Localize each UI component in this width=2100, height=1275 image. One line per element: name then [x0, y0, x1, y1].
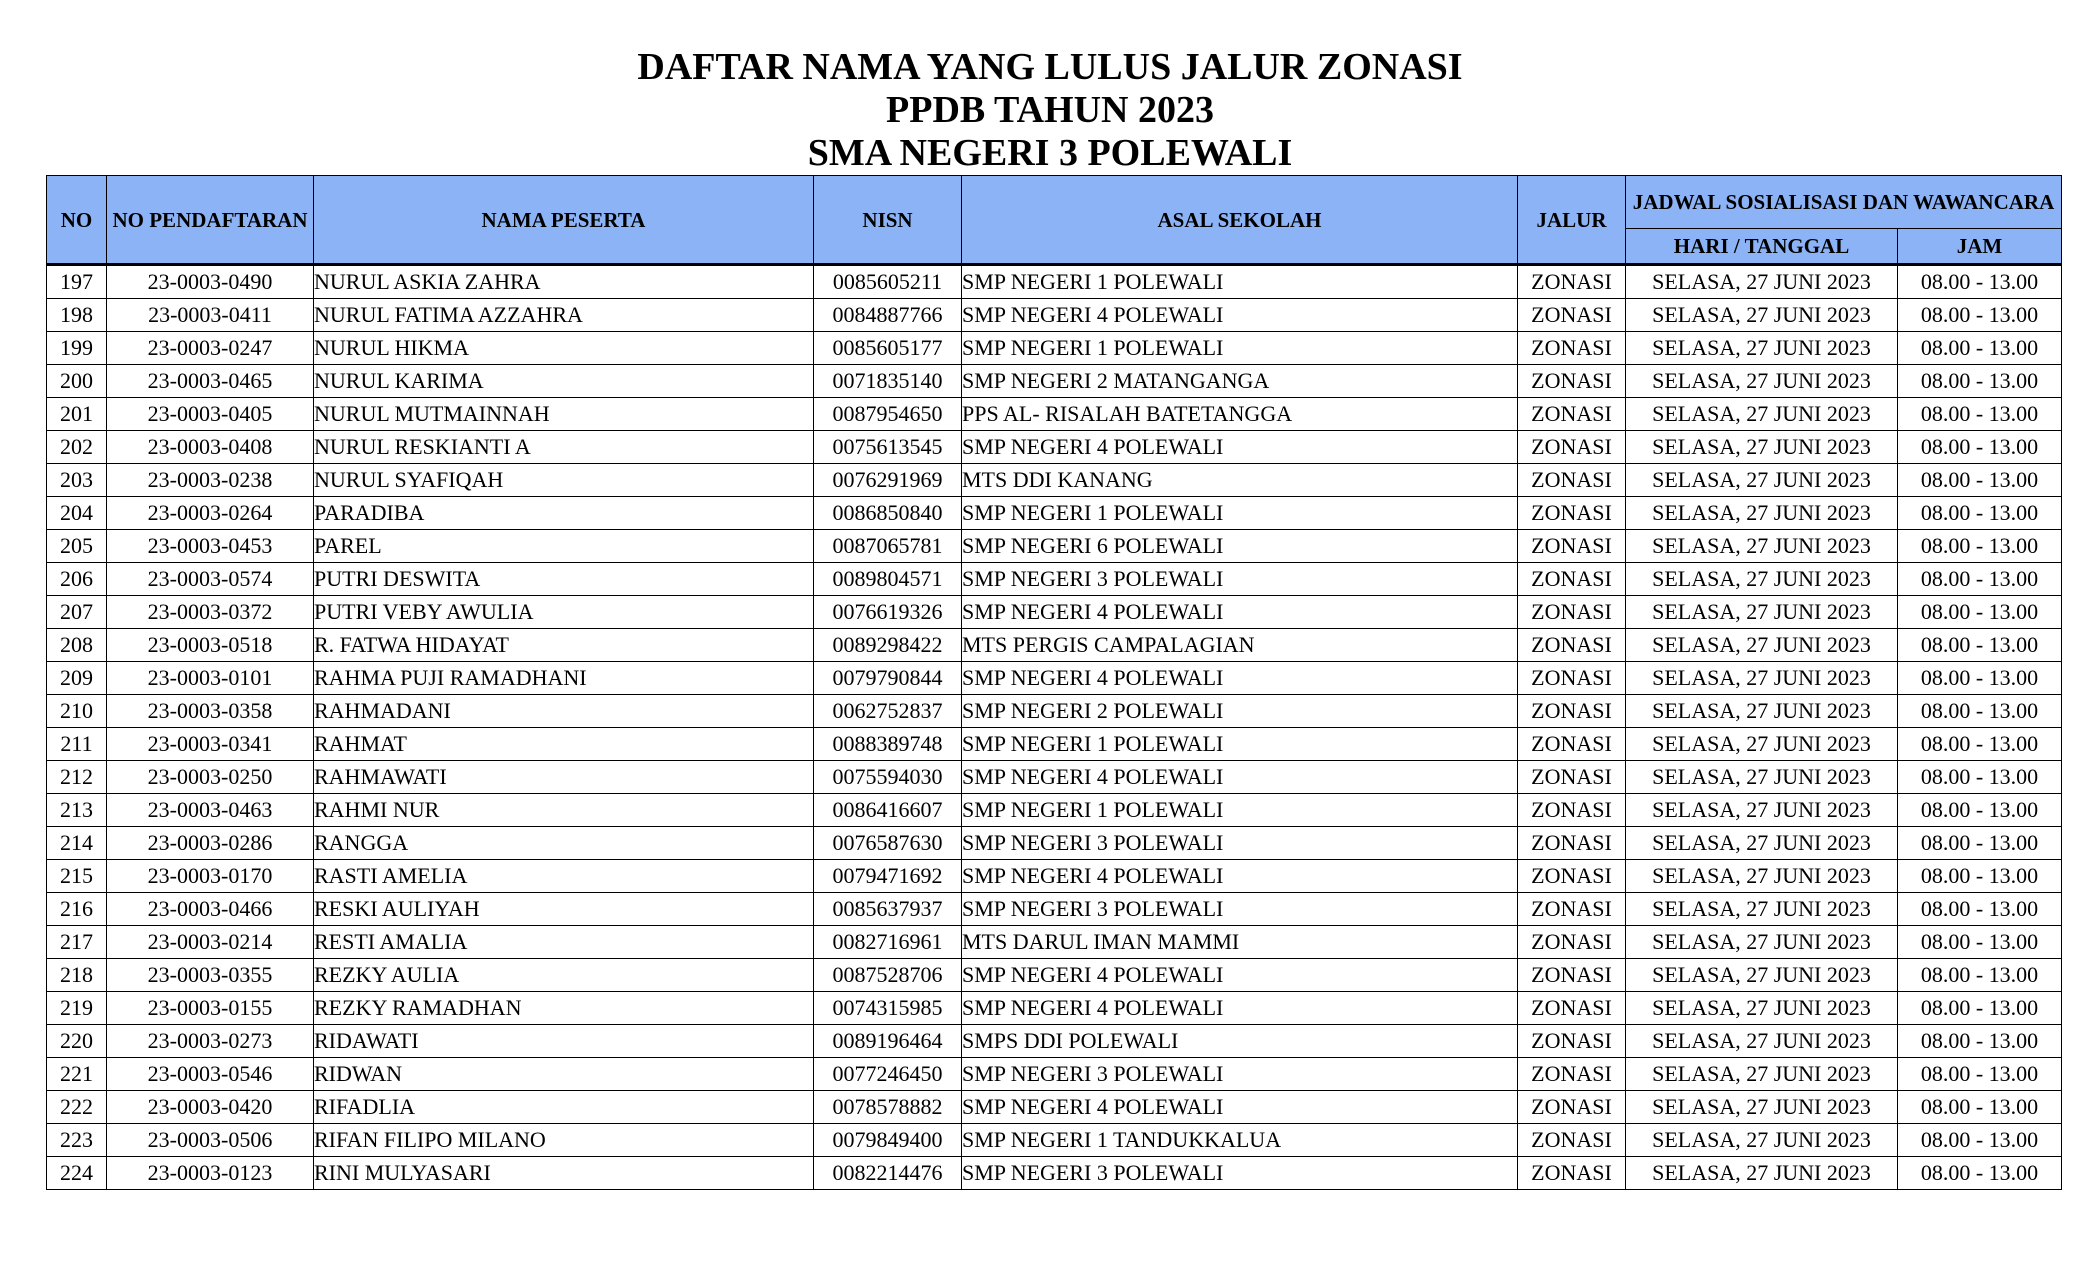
cell-nama-peserta: RAHMADANI [314, 695, 814, 728]
cell-hari-tanggal: SELASA, 27 JUNI 2023 [1626, 1058, 1898, 1091]
document-title [0, 46, 2100, 175]
cell-jam: 08.00 - 13.00 [1898, 563, 2062, 596]
title-line-3: SMA NEGERI 3 POLEWALI [807, 132, 1293, 174]
table-row [47, 662, 2062, 695]
cell-no-pendaftaran: 23-0003-0518 [107, 629, 314, 662]
cell-nisn: 0079790844 [814, 662, 962, 695]
cell-jam: 08.00 - 13.00 [1898, 893, 2062, 926]
cell-no-pendaftaran: 23-0003-0358 [107, 695, 314, 728]
cell-jam: 08.00 - 13.00 [1898, 794, 2062, 827]
cell-hari-tanggal: SELASA, 27 JUNI 2023 [1626, 959, 1898, 992]
cell-no: 199 [47, 332, 107, 365]
cell-no: 213 [47, 794, 107, 827]
cell-nama-peserta: RASTI AMELIA [314, 860, 814, 893]
header-no-pendaftaran: NO PENDAFTARAN [107, 176, 314, 265]
table-row [47, 728, 2062, 761]
cell-jalur: ZONASI [1518, 332, 1626, 365]
cell-no-pendaftaran: 23-0003-0372 [107, 596, 314, 629]
cell-asal-sekolah: SMP NEGERI 4 POLEWALI [962, 959, 1518, 992]
cell-nisn: 0062752837 [814, 695, 962, 728]
cell-asal-sekolah: SMP NEGERI 4 POLEWALI [962, 431, 1518, 464]
cell-no: 222 [47, 1091, 107, 1124]
cell-asal-sekolah: SMP NEGERI 1 POLEWALI [962, 332, 1518, 365]
cell-no-pendaftaran: 23-0003-0411 [107, 299, 314, 332]
cell-no: 205 [47, 530, 107, 563]
cell-jam: 08.00 - 13.00 [1898, 662, 2062, 695]
cell-hari-tanggal: SELASA, 27 JUNI 2023 [1626, 827, 1898, 860]
cell-jalur: ZONASI [1518, 695, 1626, 728]
cell-nisn: 0076587630 [814, 827, 962, 860]
cell-no-pendaftaran: 23-0003-0408 [107, 431, 314, 464]
cell-nisn: 0075594030 [814, 761, 962, 794]
cell-hari-tanggal: SELASA, 27 JUNI 2023 [1626, 926, 1898, 959]
cell-jalur: ZONASI [1518, 761, 1626, 794]
table-row [47, 959, 2062, 992]
cell-nisn: 0074315985 [814, 992, 962, 1025]
cell-jam: 08.00 - 13.00 [1898, 959, 2062, 992]
title-line-1: DAFTAR NAMA YANG LULUS JALUR ZONASI [637, 46, 1463, 88]
cell-jalur: ZONASI [1518, 365, 1626, 398]
cell-nama-peserta: RIFAN FILIPO MILANO [314, 1124, 814, 1157]
cell-jalur: ZONASI [1518, 1157, 1626, 1190]
cell-jam: 08.00 - 13.00 [1898, 497, 2062, 530]
table-row [47, 695, 2062, 728]
cell-asal-sekolah: SMP NEGERI 4 POLEWALI [962, 860, 1518, 893]
cell-hari-tanggal: SELASA, 27 JUNI 2023 [1626, 860, 1898, 893]
cell-no-pendaftaran: 23-0003-0123 [107, 1157, 314, 1190]
table-row [47, 1058, 2062, 1091]
cell-asal-sekolah: PPS AL- RISALAH BATETANGGA [962, 398, 1518, 431]
cell-no: 209 [47, 662, 107, 695]
cell-nama-peserta: RIDWAN [314, 1058, 814, 1091]
cell-hari-tanggal: SELASA, 27 JUNI 2023 [1626, 431, 1898, 464]
cell-jam: 08.00 - 13.00 [1898, 365, 2062, 398]
cell-no-pendaftaran: 23-0003-0286 [107, 827, 314, 860]
cell-no: 215 [47, 860, 107, 893]
cell-no-pendaftaran: 23-0003-0155 [107, 992, 314, 1025]
cell-jalur: ZONASI [1518, 431, 1626, 464]
table-body [47, 265, 2062, 1190]
cell-nama-peserta: NURUL FATIMA AZZAHRA [314, 299, 814, 332]
cell-asal-sekolah: SMP NEGERI 2 POLEWALI [962, 695, 1518, 728]
cell-nisn: 0087954650 [814, 398, 962, 431]
cell-hari-tanggal: SELASA, 27 JUNI 2023 [1626, 365, 1898, 398]
cell-jalur: ZONASI [1518, 1091, 1626, 1124]
table-row [47, 1091, 2062, 1124]
cell-nama-peserta: NURUL HIKMA [314, 332, 814, 365]
cell-jalur: ZONASI [1518, 530, 1626, 563]
table-row [47, 860, 2062, 893]
cell-jam: 08.00 - 13.00 [1898, 1157, 2062, 1190]
cell-jalur: ZONASI [1518, 299, 1626, 332]
cell-jam: 08.00 - 13.00 [1898, 398, 2062, 431]
cell-no: 204 [47, 497, 107, 530]
cell-nisn: 0089298422 [814, 629, 962, 662]
cell-nisn: 0085605211 [814, 265, 962, 299]
cell-jam: 08.00 - 13.00 [1898, 332, 2062, 365]
cell-asal-sekolah: SMP NEGERI 6 POLEWALI [962, 530, 1518, 563]
cell-no-pendaftaran: 23-0003-0264 [107, 497, 314, 530]
header-nisn: NISN [814, 176, 962, 265]
cell-asal-sekolah: SMP NEGERI 3 POLEWALI [962, 827, 1518, 860]
cell-no-pendaftaran: 23-0003-0238 [107, 464, 314, 497]
cell-hari-tanggal: SELASA, 27 JUNI 2023 [1626, 1124, 1898, 1157]
cell-hari-tanggal: SELASA, 27 JUNI 2023 [1626, 695, 1898, 728]
cell-hari-tanggal: SELASA, 27 JUNI 2023 [1626, 1091, 1898, 1124]
cell-no-pendaftaran: 23-0003-0490 [107, 265, 314, 299]
cell-no: 223 [47, 1124, 107, 1157]
cell-jalur: ZONASI [1518, 464, 1626, 497]
cell-jalur: ZONASI [1518, 629, 1626, 662]
cell-nama-peserta: PUTRI DESWITA [314, 563, 814, 596]
cell-asal-sekolah: SMP NEGERI 2 MATANGANGA [962, 365, 1518, 398]
cell-hari-tanggal: SELASA, 27 JUNI 2023 [1626, 728, 1898, 761]
cell-asal-sekolah: SMPS DDI POLEWALI [962, 1025, 1518, 1058]
table-row [47, 992, 2062, 1025]
cell-nama-peserta: RAHMAT [314, 728, 814, 761]
cell-nisn: 0084887766 [814, 299, 962, 332]
cell-asal-sekolah: MTS PERGIS CAMPALAGIAN [962, 629, 1518, 662]
cell-nama-peserta: RAHMAWATI [314, 761, 814, 794]
cell-no: 217 [47, 926, 107, 959]
cell-nisn: 0075613545 [814, 431, 962, 464]
table-row [47, 563, 2062, 596]
cell-nisn: 0079849400 [814, 1124, 962, 1157]
cell-jam: 08.00 - 13.00 [1898, 728, 2062, 761]
cell-hari-tanggal: SELASA, 27 JUNI 2023 [1626, 761, 1898, 794]
cell-hari-tanggal: SELASA, 27 JUNI 2023 [1626, 332, 1898, 365]
cell-no: 206 [47, 563, 107, 596]
header-hari-tanggal: HARI / TANGGAL [1626, 229, 1898, 265]
cell-hari-tanggal: SELASA, 27 JUNI 2023 [1626, 464, 1898, 497]
cell-no: 219 [47, 992, 107, 1025]
cell-jalur: ZONASI [1518, 794, 1626, 827]
header-jadwal: JADWAL SOSIALISASI DAN WAWANCARA [1626, 176, 2062, 229]
cell-nisn: 0085637937 [814, 893, 962, 926]
cell-jam: 08.00 - 13.00 [1898, 464, 2062, 497]
cell-no: 198 [47, 299, 107, 332]
table-row [47, 464, 2062, 497]
cell-nama-peserta: R. FATWA HIDAYAT [314, 629, 814, 662]
cell-nama-peserta: RANGGA [314, 827, 814, 860]
table-row [47, 299, 2062, 332]
header-asal-sekolah: ASAL SEKOLAH [962, 176, 1518, 265]
cell-no: 202 [47, 431, 107, 464]
cell-no: 197 [47, 265, 107, 299]
cell-jam: 08.00 - 13.00 [1898, 629, 2062, 662]
cell-asal-sekolah: SMP NEGERI 1 POLEWALI [962, 728, 1518, 761]
cell-jam: 08.00 - 13.00 [1898, 431, 2062, 464]
cell-jalur: ZONASI [1518, 563, 1626, 596]
table-header [47, 176, 2062, 265]
cell-nama-peserta: NURUL SYAFIQAH [314, 464, 814, 497]
cell-jalur: ZONASI [1518, 827, 1626, 860]
cell-asal-sekolah: SMP NEGERI 3 POLEWALI [962, 1157, 1518, 1190]
cell-nama-peserta: PUTRI VEBY AWULIA [314, 596, 814, 629]
cell-jam: 08.00 - 13.00 [1898, 827, 2062, 860]
cell-nama-peserta: NURUL KARIMA [314, 365, 814, 398]
cell-nama-peserta: RIDAWATI [314, 1025, 814, 1058]
cell-no-pendaftaran: 23-0003-0466 [107, 893, 314, 926]
cell-hari-tanggal: SELASA, 27 JUNI 2023 [1626, 398, 1898, 431]
cell-jam: 08.00 - 13.00 [1898, 1025, 2062, 1058]
cell-no-pendaftaran: 23-0003-0465 [107, 365, 314, 398]
cell-no-pendaftaran: 23-0003-0273 [107, 1025, 314, 1058]
table-row [47, 497, 2062, 530]
cell-asal-sekolah: MTS DARUL IMAN MAMMI [962, 926, 1518, 959]
table-row [47, 365, 2062, 398]
cell-jalur: ZONASI [1518, 926, 1626, 959]
cell-no-pendaftaran: 23-0003-0101 [107, 662, 314, 695]
cell-asal-sekolah: SMP NEGERI 1 POLEWALI [962, 794, 1518, 827]
cell-asal-sekolah: SMP NEGERI 3 POLEWALI [962, 1058, 1518, 1091]
cell-no-pendaftaran: 23-0003-0463 [107, 794, 314, 827]
cell-jam: 08.00 - 13.00 [1898, 761, 2062, 794]
table-row [47, 629, 2062, 662]
cell-no-pendaftaran: 23-0003-0170 [107, 860, 314, 893]
cell-hari-tanggal: SELASA, 27 JUNI 2023 [1626, 992, 1898, 1025]
cell-no: 210 [47, 695, 107, 728]
cell-nisn: 0089196464 [814, 1025, 962, 1058]
cell-jam: 08.00 - 13.00 [1898, 992, 2062, 1025]
cell-hari-tanggal: SELASA, 27 JUNI 2023 [1626, 596, 1898, 629]
cell-no: 216 [47, 893, 107, 926]
cell-jalur: ZONASI [1518, 596, 1626, 629]
table-row [47, 827, 2062, 860]
table-row [47, 431, 2062, 464]
cell-jam: 08.00 - 13.00 [1898, 299, 2062, 332]
cell-asal-sekolah: SMP NEGERI 4 POLEWALI [962, 1091, 1518, 1124]
table-row [47, 265, 2062, 299]
cell-no: 203 [47, 464, 107, 497]
cell-nisn: 0079471692 [814, 860, 962, 893]
cell-no: 200 [47, 365, 107, 398]
cell-hari-tanggal: SELASA, 27 JUNI 2023 [1626, 1157, 1898, 1190]
cell-no: 212 [47, 761, 107, 794]
cell-hari-tanggal: SELASA, 27 JUNI 2023 [1626, 265, 1898, 299]
cell-no: 201 [47, 398, 107, 431]
cell-asal-sekolah: SMP NEGERI 4 POLEWALI [962, 761, 1518, 794]
table-row [47, 398, 2062, 431]
cell-no-pendaftaran: 23-0003-0453 [107, 530, 314, 563]
cell-nama-peserta: REZKY RAMADHAN [314, 992, 814, 1025]
cell-no-pendaftaran: 23-0003-0420 [107, 1091, 314, 1124]
cell-no-pendaftaran: 23-0003-0214 [107, 926, 314, 959]
cell-no-pendaftaran: 23-0003-0355 [107, 959, 314, 992]
cell-nisn: 0088389748 [814, 728, 962, 761]
cell-hari-tanggal: SELASA, 27 JUNI 2023 [1626, 497, 1898, 530]
cell-jalur: ZONASI [1518, 893, 1626, 926]
cell-nama-peserta: RIFADLIA [314, 1091, 814, 1124]
cell-jalur: ZONASI [1518, 860, 1626, 893]
cell-nama-peserta: NURUL RESKIANTI A [314, 431, 814, 464]
table-row [47, 1124, 2062, 1157]
cell-hari-tanggal: SELASA, 27 JUNI 2023 [1626, 299, 1898, 332]
cell-asal-sekolah: SMP NEGERI 3 POLEWALI [962, 893, 1518, 926]
cell-nama-peserta: RAHMA PUJI RAMADHANI [314, 662, 814, 695]
cell-jam: 08.00 - 13.00 [1898, 596, 2062, 629]
cell-nama-peserta: PAREL [314, 530, 814, 563]
cell-asal-sekolah: SMP NEGERI 4 POLEWALI [962, 596, 1518, 629]
cell-jalur: ZONASI [1518, 992, 1626, 1025]
header-jalur: JALUR [1518, 176, 1626, 265]
cell-no: 218 [47, 959, 107, 992]
cell-hari-tanggal: SELASA, 27 JUNI 2023 [1626, 629, 1898, 662]
table-row [47, 761, 2062, 794]
table-row [47, 893, 2062, 926]
cell-no: 224 [47, 1157, 107, 1190]
cell-nama-peserta: NURUL ASKIA ZAHRA [314, 265, 814, 299]
cell-nama-peserta: RESKI AULIYAH [314, 893, 814, 926]
table-row [47, 1025, 2062, 1058]
cell-nisn: 0076619326 [814, 596, 962, 629]
cell-jalur: ZONASI [1518, 1124, 1626, 1157]
cell-nisn: 0087065781 [814, 530, 962, 563]
cell-jalur: ZONASI [1518, 1025, 1626, 1058]
table-row [47, 332, 2062, 365]
cell-no: 214 [47, 827, 107, 860]
cell-no-pendaftaran: 23-0003-0405 [107, 398, 314, 431]
cell-asal-sekolah: MTS DDI KANANG [962, 464, 1518, 497]
cell-asal-sekolah: SMP NEGERI 1 POLEWALI [962, 265, 1518, 299]
cell-jalur: ZONASI [1518, 497, 1626, 530]
cell-hari-tanggal: SELASA, 27 JUNI 2023 [1626, 893, 1898, 926]
header-jam: JAM [1898, 229, 2062, 265]
cell-jalur: ZONASI [1518, 728, 1626, 761]
cell-asal-sekolah: SMP NEGERI 1 TANDUKKALUA [962, 1124, 1518, 1157]
cell-nisn: 0071835140 [814, 365, 962, 398]
cell-hari-tanggal: SELASA, 27 JUNI 2023 [1626, 1025, 1898, 1058]
cell-nama-peserta: RAHMI NUR [314, 794, 814, 827]
header-no: NO [47, 176, 107, 265]
cell-nisn: 0086850840 [814, 497, 962, 530]
cell-hari-tanggal: SELASA, 27 JUNI 2023 [1626, 563, 1898, 596]
cell-no-pendaftaran: 23-0003-0250 [107, 761, 314, 794]
table-row [47, 596, 2062, 629]
cell-nama-peserta: NURUL MUTMAINNAH [314, 398, 814, 431]
cell-asal-sekolah: SMP NEGERI 4 POLEWALI [962, 662, 1518, 695]
cell-nama-peserta: RINI MULYASARI [314, 1157, 814, 1190]
cell-asal-sekolah: SMP NEGERI 3 POLEWALI [962, 563, 1518, 596]
cell-hari-tanggal: SELASA, 27 JUNI 2023 [1626, 530, 1898, 563]
cell-no: 208 [47, 629, 107, 662]
cell-no: 220 [47, 1025, 107, 1058]
header-nama-peserta: NAMA PESERTA [314, 176, 814, 265]
cell-no-pendaftaran: 23-0003-0574 [107, 563, 314, 596]
table-row [47, 530, 2062, 563]
cell-jam: 08.00 - 13.00 [1898, 265, 2062, 299]
cell-jam: 08.00 - 13.00 [1898, 695, 2062, 728]
cell-jam: 08.00 - 13.00 [1898, 926, 2062, 959]
cell-nisn: 0076291969 [814, 464, 962, 497]
cell-asal-sekolah: SMP NEGERI 1 POLEWALI [962, 497, 1518, 530]
table-row [47, 794, 2062, 827]
cell-nisn: 0082214476 [814, 1157, 962, 1190]
cell-nisn: 0078578882 [814, 1091, 962, 1124]
cell-nama-peserta: RESTI AMALIA [314, 926, 814, 959]
cell-nisn: 0089804571 [814, 563, 962, 596]
cell-no: 221 [47, 1058, 107, 1091]
cell-jam: 08.00 - 13.00 [1898, 530, 2062, 563]
cell-jalur: ZONASI [1518, 398, 1626, 431]
results-table [46, 175, 2062, 1190]
cell-nisn: 0086416607 [814, 794, 962, 827]
cell-no-pendaftaran: 23-0003-0247 [107, 332, 314, 365]
cell-jam: 08.00 - 13.00 [1898, 860, 2062, 893]
cell-asal-sekolah: SMP NEGERI 4 POLEWALI [962, 299, 1518, 332]
cell-jam: 08.00 - 13.00 [1898, 1124, 2062, 1157]
title-line-2: PPDB TAHUN 2023 [886, 89, 1214, 131]
cell-jalur: ZONASI [1518, 959, 1626, 992]
cell-asal-sekolah: SMP NEGERI 4 POLEWALI [962, 992, 1518, 1025]
cell-nisn: 0085605177 [814, 332, 962, 365]
cell-nama-peserta: REZKY AULIA [314, 959, 814, 992]
cell-no-pendaftaran: 23-0003-0341 [107, 728, 314, 761]
cell-nisn: 0087528706 [814, 959, 962, 992]
cell-no: 211 [47, 728, 107, 761]
cell-jalur: ZONASI [1518, 1058, 1626, 1091]
cell-nisn: 0077246450 [814, 1058, 962, 1091]
cell-no-pendaftaran: 23-0003-0506 [107, 1124, 314, 1157]
table-row [47, 1157, 2062, 1190]
table-row [47, 926, 2062, 959]
cell-jalur: ZONASI [1518, 662, 1626, 695]
cell-no-pendaftaran: 23-0003-0546 [107, 1058, 314, 1091]
cell-jam: 08.00 - 13.00 [1898, 1091, 2062, 1124]
cell-no: 207 [47, 596, 107, 629]
cell-jalur: ZONASI [1518, 265, 1626, 299]
cell-jam: 08.00 - 13.00 [1898, 1058, 2062, 1091]
cell-nama-peserta: PARADIBA [314, 497, 814, 530]
cell-hari-tanggal: SELASA, 27 JUNI 2023 [1626, 794, 1898, 827]
cell-hari-tanggal: SELASA, 27 JUNI 2023 [1626, 662, 1898, 695]
cell-nisn: 0082716961 [814, 926, 962, 959]
